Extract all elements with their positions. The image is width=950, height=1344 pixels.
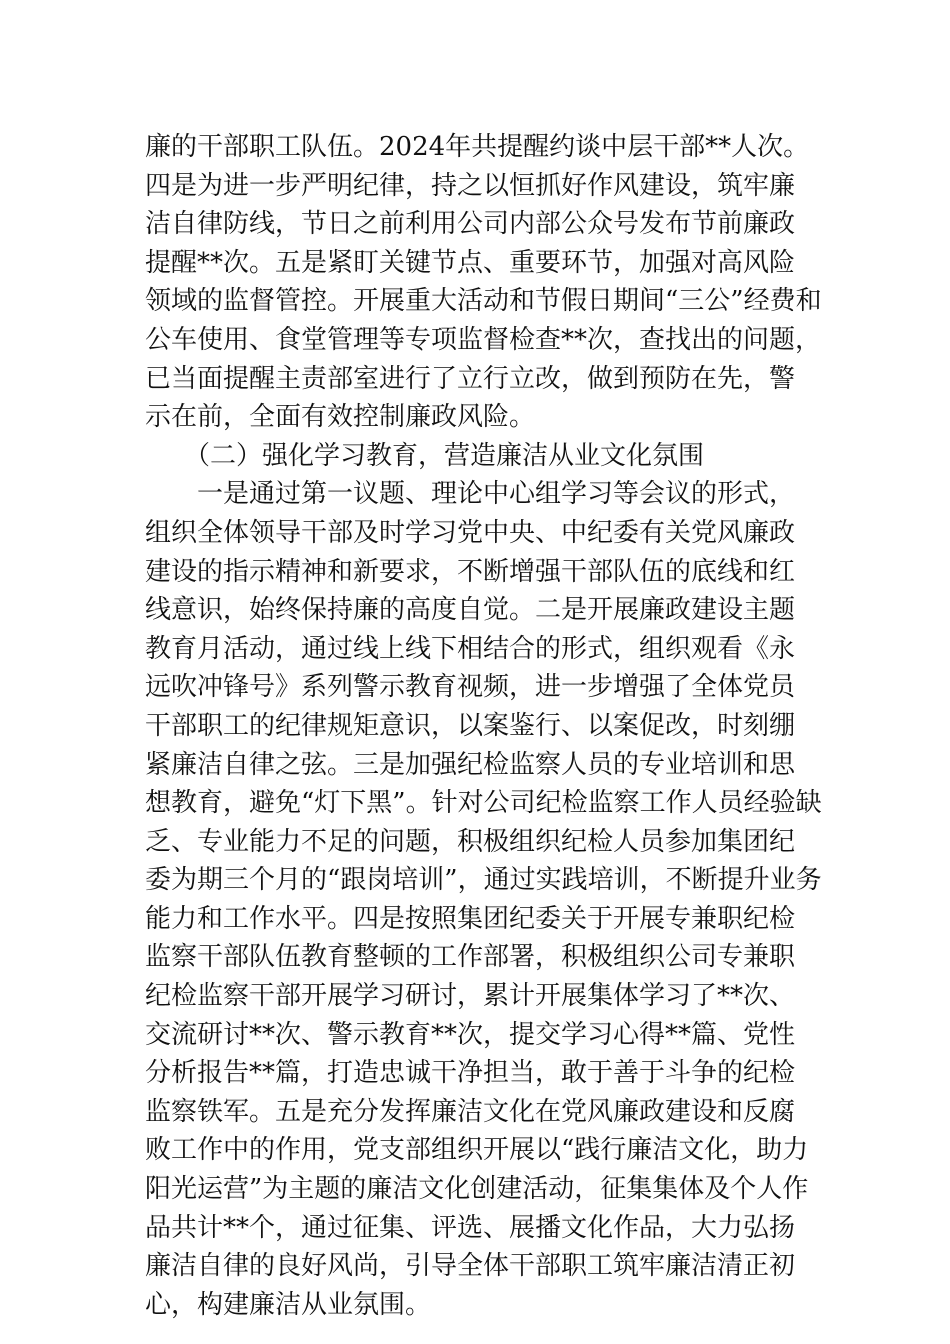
text-line: 能力和工作水平。四是按照集团纪委关于开展专兼职纪检 (145, 903, 796, 934)
text-line: 干部职工的纪律规矩意识，以案鉴行、以案促改，时刻绷 (145, 710, 796, 741)
text-line: 交流研讨**次、警示教育**次，提交学习心得**篇、党性 (145, 1019, 796, 1050)
text-line: 紧廉洁自律之弦。三是加强纪检监察人员的专业培训和思 (145, 749, 796, 780)
text-line: （二）强化学习教育，营造廉洁从业文化氛围 (145, 440, 705, 471)
text-line: 想教育，避免“灯下黑”。针对公司纪检监察工作人员经验缺 (145, 788, 822, 819)
text-line: 一是通过第一议题、理论中心组学习等会议的形式， (145, 479, 796, 510)
text-line: 乏、专业能力不足的问题，积极组织纪检人员参加集团纪 (145, 826, 796, 857)
text-line: 廉的干部职工队伍。2024年共提醒约谈中层干部**人次。 (145, 132, 810, 162)
text-line: 四是为进一步严明纪律，持之以恒抓好作风建设，筑牢廉 (145, 170, 796, 201)
text-line: 公车使用、食堂管理等专项监督检查**次，查找出的问题， (145, 324, 822, 355)
body-text (145, 128, 835, 1324)
text-line: 领域的监督管控。开展重大活动和节假日期间“三公”经费和 (145, 286, 822, 317)
text-line: 败工作中的作用，党支部组织开展以“践行廉洁文化，助力 (145, 1135, 809, 1166)
text-line: 教育月活动，通过线上线下相结合的形式，组织观看《永 (145, 633, 796, 664)
text-line: 远吹冲锋号》系列警示教育视频，进一步增强了全体党员 (145, 672, 796, 703)
text-line: 阳光运营”为主题的廉洁文化创建活动，征集集体及个人作 (145, 1174, 809, 1205)
text-line: 分析报告**篇，打造忠诚干净担当，敢于善于斗争的纪检 (145, 1058, 796, 1089)
text-line: 监察干部队伍教育整顿的工作部署，积极组织公司专兼职 (145, 942, 796, 973)
text-line: 洁自律防线，节日之前利用公司内部公众号发布节前廉政 (145, 209, 796, 240)
text-line: 委为期三个月的“跟岗培训”，通过实践培训，不断提升业务 (145, 865, 822, 896)
text-line: 线意识，始终保持廉的高度自觉。二是开展廉政建设主题 (145, 595, 796, 626)
text-line: 廉洁自律的良好风尚，引导全体干部职工筑牢廉洁清正初 (145, 1251, 796, 1282)
text-line: 示在前，全面有效控制廉政风险。 (145, 402, 536, 433)
text-line: 建设的指示精神和新要求，不断增强干部队伍的底线和红 (145, 556, 796, 587)
text-line: 提醒**次。五是紧盯关键节点、重要环节，加强对高风险 (145, 247, 796, 278)
text-line: 已当面提醒主责部室进行了立行立改，做到预防在先，警 (145, 363, 796, 394)
text-line: 组织全体领导干部及时学习党中央、中纪委有关党风廉政 (145, 517, 796, 548)
text-line: 心，构建廉洁从业氛围。 (145, 1289, 432, 1320)
text-line: 监察铁军。五是充分发挥廉洁文化在党风廉政建设和反腐 (145, 1096, 796, 1127)
text-line: 纪检监察干部开展学习研讨，累计开展集体学习了**次、 (145, 981, 796, 1012)
text-line: 品共计**个，通过征集、评选、展播文化作品，大力弘扬 (145, 1212, 796, 1243)
